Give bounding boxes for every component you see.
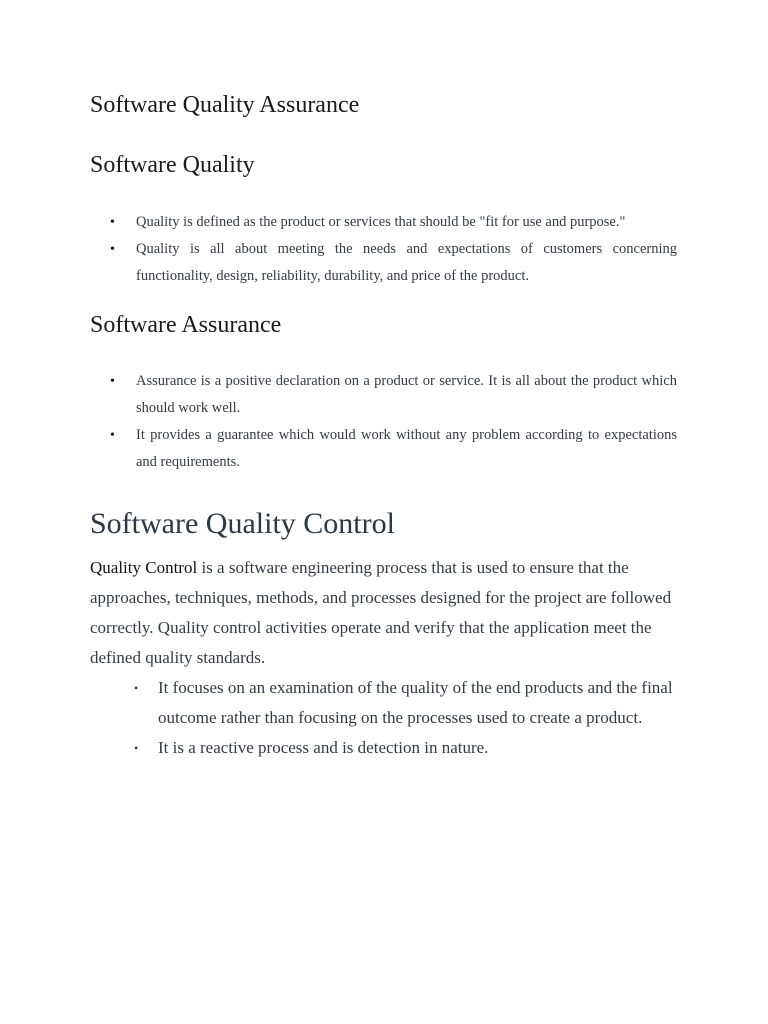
software-quality-list [90, 209, 677, 290]
list-item [90, 209, 677, 236]
list-item [90, 236, 677, 290]
section-heading-software-quality-control: Software Quality Control [90, 507, 395, 540]
bullet-icon: • [110, 428, 115, 443]
quality-control-description: is a software engineering process that is used to ensure that the approaches, techniques, methods, and processes designed for the project are followed correctly. Quality control activities operate and verify that the application meet the defined quality standards. [90, 558, 672, 667]
quality-control-paragraph [90, 553, 677, 673]
quality-control-list [90, 673, 677, 763]
list-item [90, 673, 677, 733]
list-item-text: It focuses on an examination of the quality of the end products and the final outcome rather than focusing on the processes used to create a product. [158, 678, 673, 727]
list-item-text: Quality is all about meeting the needs and expectations of customers concerning functionality, design, reliability, durability, and price of the product. [136, 241, 677, 284]
bullet-icon: • [110, 242, 115, 257]
bullet-icon: • [134, 741, 139, 755]
list-item [90, 422, 677, 476]
section-heading-software-assurance: Software Assurance [90, 312, 282, 338]
list-item-text: Quality is defined as the product or services that should be "fit for use and purpose." [136, 214, 626, 230]
bullet-icon: • [110, 215, 115, 230]
document-title: Software Quality Assurance [90, 92, 360, 118]
section-heading-software-quality: Software Quality [90, 152, 255, 178]
bullet-icon: • [110, 374, 115, 389]
software-assurance-list [90, 368, 677, 476]
list-item [90, 733, 677, 763]
list-item [90, 368, 677, 422]
quality-control-term: Quality Control [90, 558, 198, 577]
list-item-text: It provides a guarantee which would work without any problem according to expectations and requirements. [136, 427, 677, 470]
list-item-text: It is a reactive process and is detection in nature. [158, 738, 489, 757]
list-item-text: Assurance is a positive declaration on a product or service. It is all about the product which should work well. [136, 373, 677, 416]
bullet-icon: • [134, 681, 139, 695]
